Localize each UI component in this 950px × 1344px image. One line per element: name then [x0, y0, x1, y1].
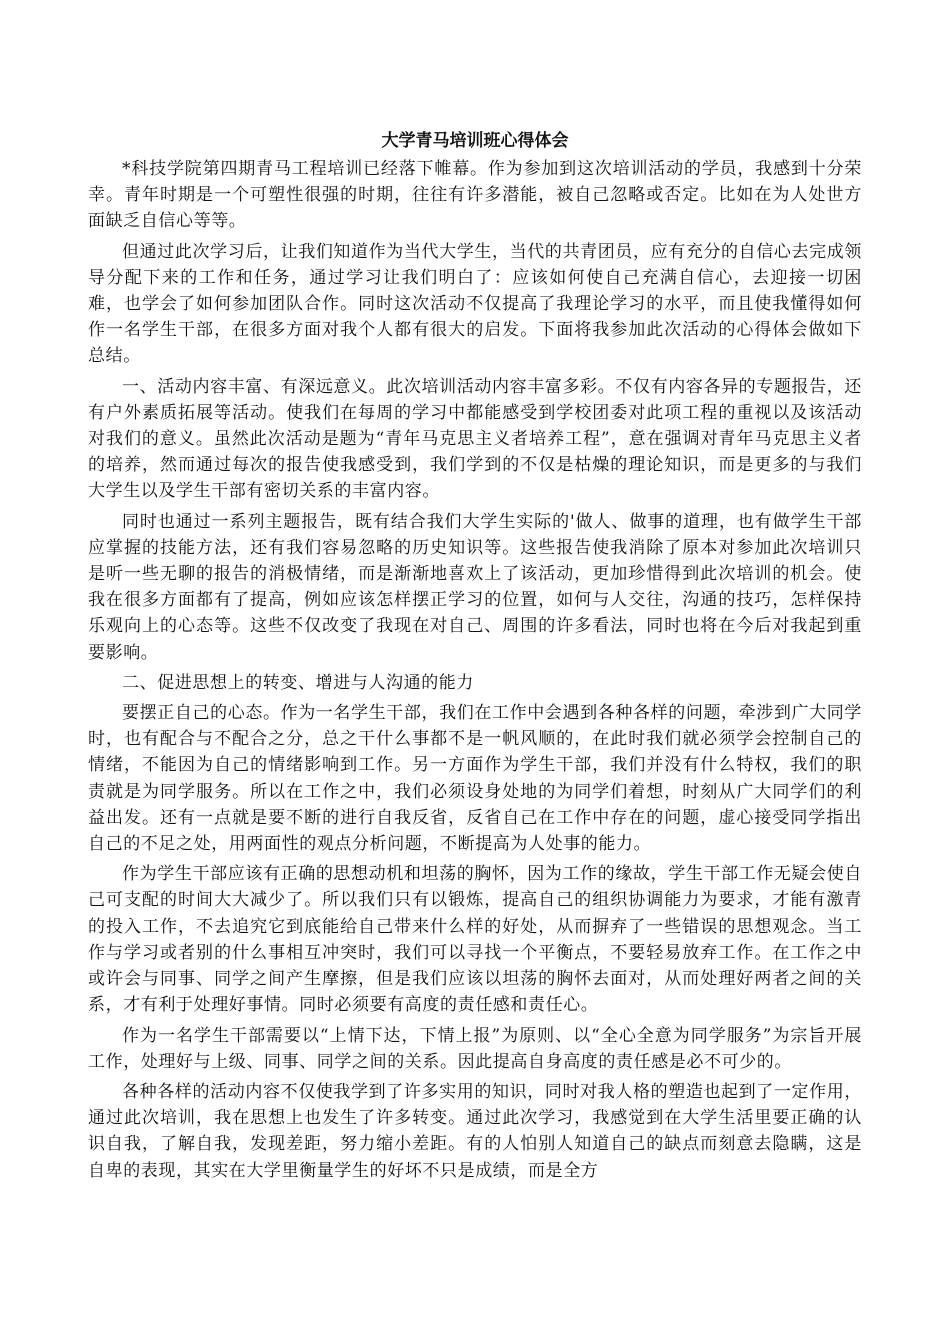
paragraph: 作为一名学生干部需要以“上情下达，下情上报”为原则、以“全心全意为同学服务”为宗旨开展工作，处理好与上级、同事、同学之间的关系。因此提高自身高度的责任感是必不可少的。: [88, 1025, 862, 1072]
document-page: [88, 126, 862, 1188]
document-title: 大学青马培训班心得体会: [381, 131, 569, 151]
paragraph-section-one: 一、活动内容丰富、有深远意义。此次培训活动内容丰富多彩。不仅有内容各异的专题报告，还有户外素质拓展等活动。使我们在每周的学习中都能感受到学校团委对此项工程的重视以及该活动对我们的意义。虽然此次活动是题为“青年马克思主义者培养工程”，意在强调对青年马克思主义者的培养，然而通过每次的报告使我感受到，我们学到的不仅是枯燥的理论知识，而是更多的与我们大学生以及学生干部有密切关系的丰富内容。: [88, 376, 862, 502]
paragraph: 要摆正自己的心态。作为一名学生干部，我们在工作中会遇到各种各样的问题，牵涉到广大同学时，也有配合与不配合之分，总之干什么事都不是一帆风顺的，在此时我们就必须学会控制自己的情绪，不能因为自己的情绪影响到工作。另一方面作为学生干部，我们并没有什么特权，我们的职责就是为同学服务。所以在工作之中，我们必须设身处地的为同学们着想，时刻从广大同学们的利益出发。还有一点就是要不断的进行自我反省，反省自己在工作中存在的问题，虚心接受同学指出自己的不足之处，用两面性的观点分析问题，不断提高为人处事的能力。: [88, 703, 862, 855]
paragraph: 同时也通过一系列主题报告，既有结合我们大学生实际的'做人、做事的道理，也有做学生干部应掌握的技能方法，还有我们容易忽略的历史知识等。这些报告使我消除了原本对参加此次培训只是听一些无聊的报告的消极情绪，而是渐渐地喜欢上了该活动，更加珍惜得到此次培训的机会。使我在很多方面都有了提高，例如应该怎样摆正学习的位置，如何与人交往，沟通的技巧，怎样保持乐观向上的心态等。这些不仅改变了我现在对自己、周围的许多看法，同时也将在今后对我起到重要影响。: [88, 511, 862, 663]
paragraph: 但通过此次学习后，让我们知道作为当代大学生，当代的共青团员，应有充分的自信心去完成领导分配下来的工作和任务，通过学习让我们明白了：应该如何使自己充满自信心，去迎接一切困难，也学会了如何参加团队合作。同时这次活动不仅提高了我理论学习的水平，而且使我懂得如何作一名学生干部，在很多方面对我个人都有很大的启发。下面将我参加此次活动的心得体会做如下总结。: [88, 241, 862, 367]
paragraph: 作为学生干部应该有正确的思想动机和坦荡的胸怀，因为工作的缘故，学生干部工作无疑会使自己可支配的时间大大减少了。所以我们只有以锻炼，提高自己的组织协调能力为要求，才能有激青的投入工作，不去追究它到底能给自己带来什么样的好处，从而摒弃了一些错误的思想观念。当工作与学习或者别的什么事相互冲突时，我们可以寻找一个平衡点，不要轻易放弃工作。在工作之中或许会与同事、同学之间产生摩擦，但是我们应该以坦荡的胸怀去面对，从而处理好两者之间的关系，才有利于处理好事情。同时必须要有高度的责任感和责任心。: [88, 864, 862, 1016]
paragraph: 各种各样的活动内容不仅使我学到了许多实用的知识，同时对我人格的塑造也起到了一定作用，通过此次培训，我在思想上也发生了许多转变。通过此次学习，我感觉到在大学生活里要正确的认识自我，了解自我，发现差距，努力缩小差距。有的人怕别人知道自己的缺点而刻意去隐瞒，这是自卑的表现，其实在大学里衡量学生的好坏不只是成绩，而是全方: [88, 1081, 862, 1181]
section-heading-two: 二、促进思想上的转变、增进与人沟通的能力: [122, 672, 474, 693]
paragraph-intro: *科技学院第四期青马工程培训已经落下帷幕。作为参加到这次培训活动的学员，我感到十分荣幸。青年时期是一个可塑性很强的时期，往往有许多潜能，被自己忽略或否定。比如在为人处世方面缺乏自信心等等。: [88, 159, 862, 232]
